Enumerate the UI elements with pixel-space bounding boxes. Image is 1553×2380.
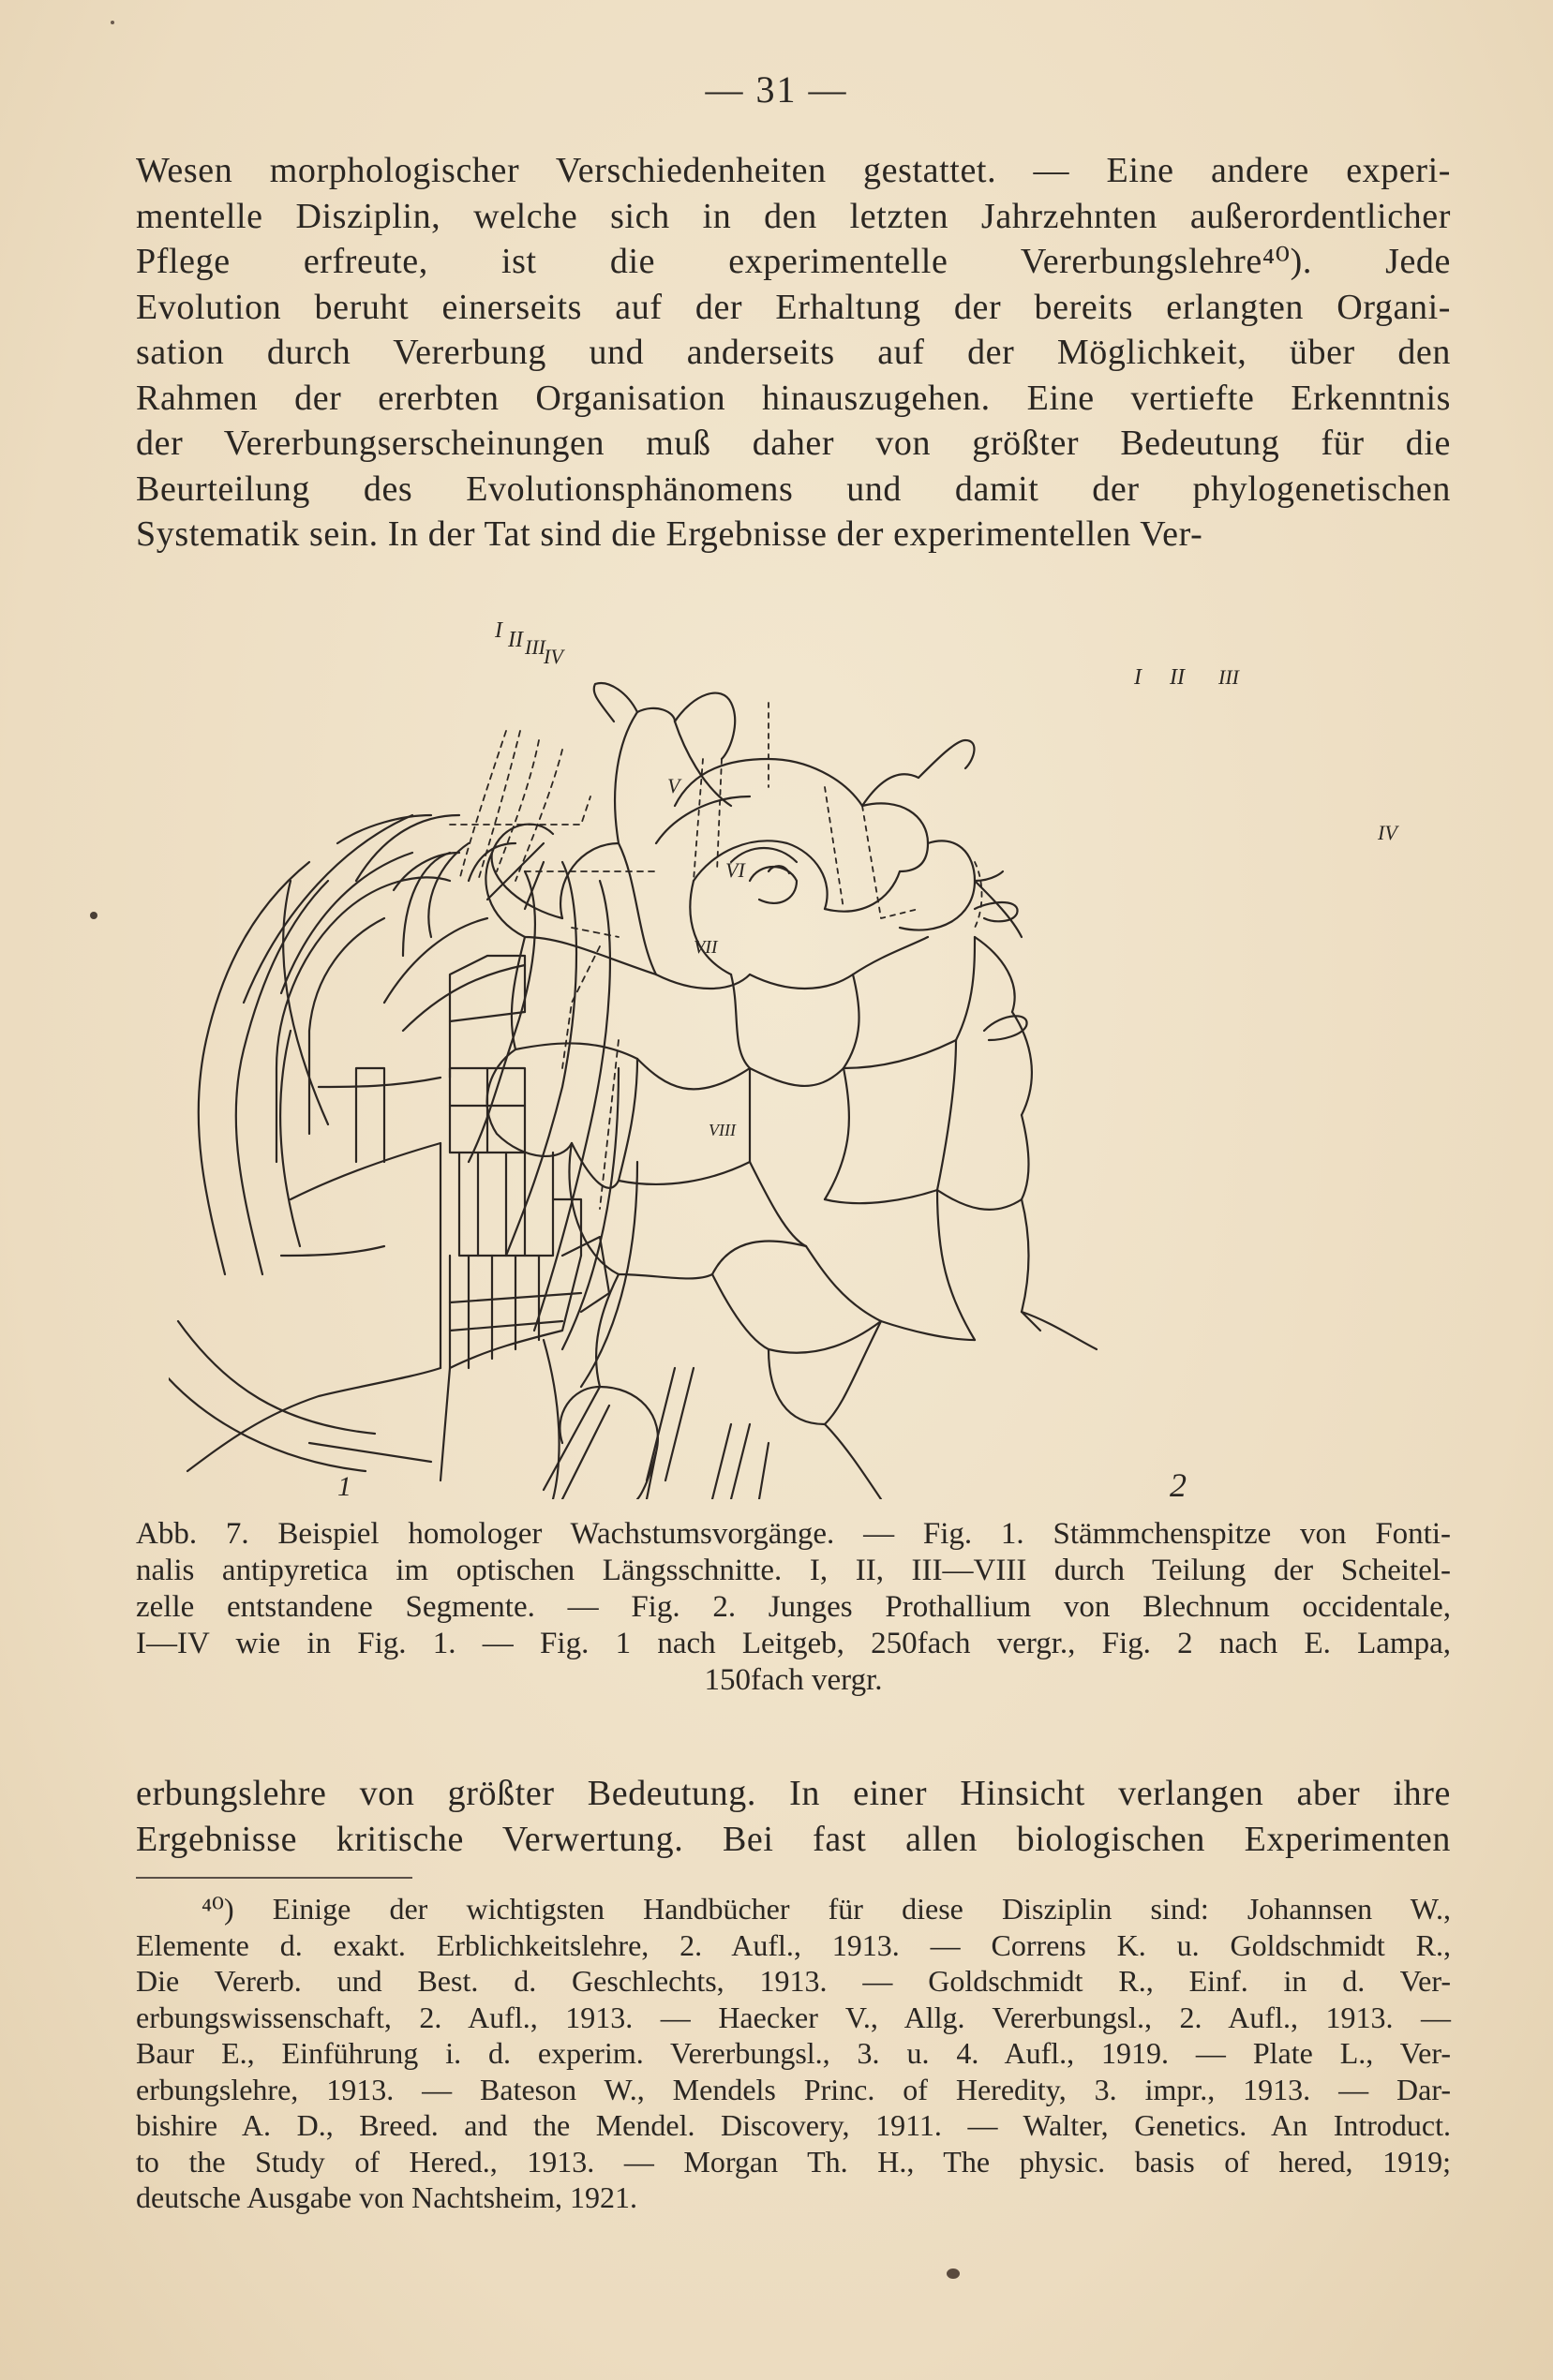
paper-speck [90, 912, 97, 919]
top-paragraph [136, 148, 1451, 558]
text-line: Ergebnisse kritische Verwertung. Bei fast allen biologischen Experimenten [136, 1819, 1451, 1859]
paper-speck [947, 2268, 960, 2279]
bottom-paragraph [136, 1771, 1451, 1862]
caption-line: I—IV wie in Fig. 1. — Fig. 1 nach Leitgeb, 250fach vergr., Fig. 2 nach E. Lampa, [136, 1627, 1451, 1660]
text-line: erbungslehre von größter Bedeutung. In einer Hinsicht verlangen aber ihre [136, 1774, 1451, 1813]
fig1-stem-tip [169, 731, 656, 1499]
paper-speck [111, 21, 114, 24]
footnote-line: ⁴⁰) Einige der wichtigsten Handbücher für diese Disziplin sind: Johannsen W., [202, 1892, 1451, 1926]
fig1-label-IV: IV [544, 645, 563, 668]
footnote-line: bishire A. D., Breed. and the Mendel. Discovery, 1911. — Walter, Genetics. An Introduct. [136, 2108, 1451, 2142]
text-line: Rahmen der ererbten Organisation hinauszugehen. Eine vertiefte Erkenntnis [136, 378, 1451, 418]
fig2-label-II: II [1170, 665, 1185, 690]
fig1-label-VII: VII [694, 937, 718, 958]
text-line: Evolution beruht einerseits auf der Erhaltung der bereits erlangten Organi- [136, 287, 1451, 327]
page-number: — 31 — [705, 68, 848, 111]
text-line: Wesen morphologischer Verschiedenheiten gestattet. — Eine andere experi- [136, 151, 1451, 190]
fig2-label-I: I [1134, 665, 1142, 690]
fig1-label-VIII: VIII [709, 1121, 736, 1139]
fig1-label-VI: VI [725, 858, 745, 882]
caption-line: 150fach vergr. [704, 1663, 883, 1697]
fig2-label-IV: IV [1378, 821, 1397, 844]
fig1-label-II: II [508, 628, 523, 652]
text-line: Beurteilung des Evolutionsphänomens und damit der phylogenetischen [136, 469, 1451, 509]
text-line: Systematik sein. In der Tat sind die Ergebnisse der experimentellen Ver- [136, 514, 1203, 554]
text-line: sation durch Vererbung und anderseits auf der Möglichkeit, über den [136, 333, 1451, 372]
footnote-line: erbungswissenschaft, 2. Aufl., 1913. — Haecker V., Allg. Vererbungsl., 2. Aufl., 1913. — [136, 2000, 1451, 2034]
footnote-rule [136, 1877, 412, 1879]
figure-abb-7 [169, 600, 1415, 1504]
text-line: der Vererbungserscheinungen muß daher von größter Bedeutung für die [136, 424, 1451, 463]
caption-line: nalis antipyretica im optischen Längsschnitte. I, II, III—VIII durch Teilung der Scheitel- [136, 1554, 1451, 1587]
footnote-40 [136, 1891, 1451, 2216]
footnote-line: Baur E., Einführung i. d. experim. Vererbungsl., 3. u. 4. Aufl., 1919. — Plate L., Ver- [136, 2036, 1451, 2070]
fig2-number: 2 [1170, 1466, 1187, 1504]
footnote-line: deutsche Ausgabe von Nachtsheim, 1921. [136, 2180, 637, 2214]
fig1-label-V: V [667, 774, 680, 797]
fig2-label-III: III [1218, 665, 1239, 689]
fig1-label-III: III [525, 635, 545, 659]
footnote-line: Die Vererb. und Best. d. Geschlechts, 1913. — Goldschmidt R., Einf. in d. Ver- [136, 1964, 1451, 1998]
text-line: mentelle Disziplin, welche sich in den letzten Jahrzehnten außerordentlicher [136, 196, 1451, 236]
fig1-label-I: I [495, 618, 502, 643]
footnote-line: erbungslehre, 1913. — Bateson W., Mendels Princ. of Heredity, 3. impr., 1913. — Dar- [136, 2072, 1451, 2106]
fig1-number: 1 [337, 1471, 351, 1502]
fig2-prothallium [485, 683, 1097, 1499]
caption-line: zelle entstandene Segmente. — Fig. 2. Junges Prothallium von Blechnum occidentale, [136, 1590, 1451, 1624]
text-line: Pflege erfreute, ist die experimentelle Vererbungslehre⁴⁰). Jede [136, 242, 1451, 281]
footnote-line: Elemente d. exakt. Erblichkeitslehre, 2. Aufl., 1913. — Correns K. u. Goldschmidt R., [136, 1927, 1451, 1962]
caption-line: Abb. 7. Beispiel homologer Wachstumsvorgänge. — Fig. 1. Stämmchenspitze von Fonti- [136, 1517, 1451, 1551]
figure-caption [136, 1516, 1451, 1699]
footnote-line: to the Study of Hered., 1913. — Morgan Th. H., The physic. basis of hered, 1919; [136, 2144, 1451, 2179]
figure-drawing [169, 600, 1415, 1499]
